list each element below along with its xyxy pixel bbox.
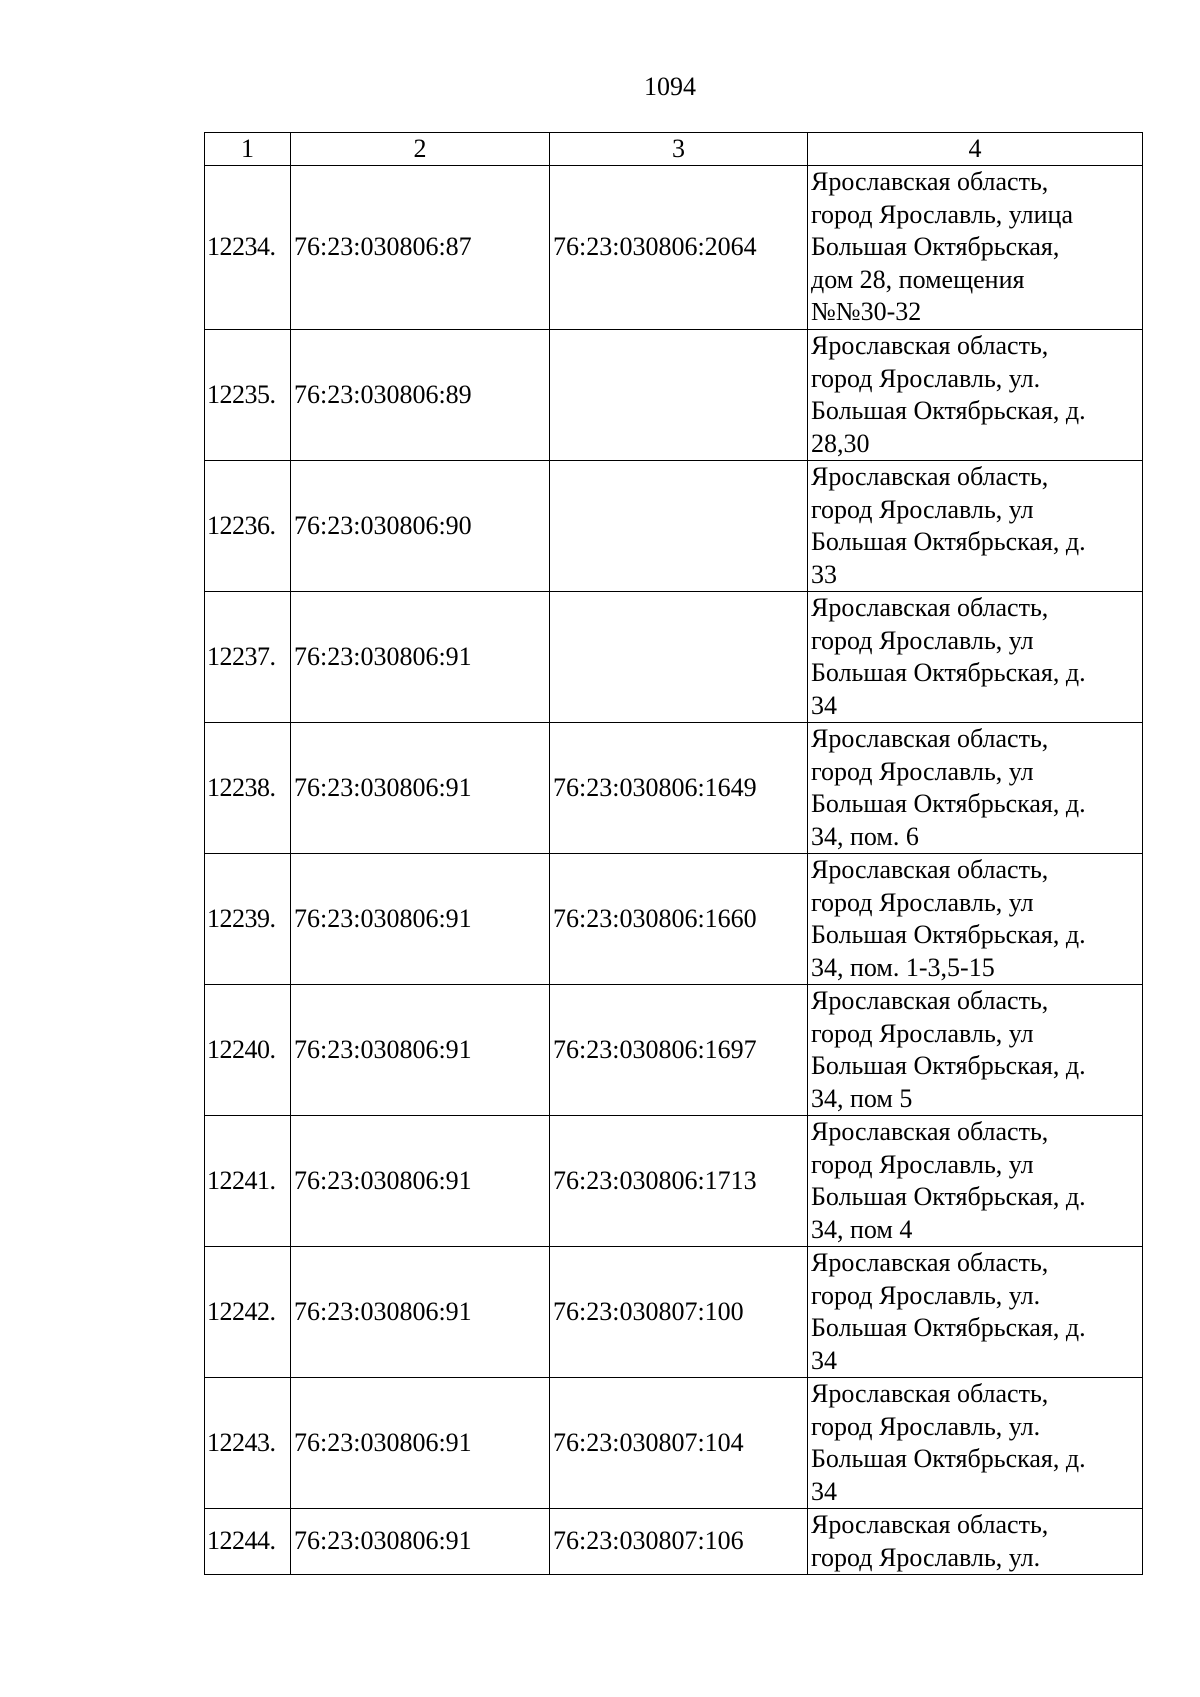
table-row xyxy=(205,461,1143,592)
cadastral-number: 76:23:030806:91 xyxy=(291,1509,550,1575)
address: Ярославская область, город Ярославль, ул Большая Октябрьская, д. 34 xyxy=(808,592,1143,723)
header-col-2: 2 xyxy=(291,133,550,166)
address: Ярославская область, город Ярославль, ул. xyxy=(808,1509,1143,1575)
object-cadastral-number: 76:23:030806:1713 xyxy=(550,1116,808,1247)
cadastral-number: 76:23:030806:91 xyxy=(291,592,550,723)
row-number: 12238. xyxy=(205,723,291,854)
table-row xyxy=(205,1509,1143,1575)
table-row xyxy=(205,854,1143,985)
row-number: 12244. xyxy=(205,1509,291,1575)
object-cadastral-number xyxy=(550,461,808,592)
header-col-4: 4 xyxy=(808,133,1143,166)
object-cadastral-number: 76:23:030807:104 xyxy=(550,1378,808,1509)
object-cadastral-number: 76:23:030806:1697 xyxy=(550,985,808,1116)
header-row xyxy=(205,133,1143,166)
row-number: 12241. xyxy=(205,1116,291,1247)
address: Ярославская область, город Ярославль, ул. Большая Октябрьская, д. 34 xyxy=(808,1247,1143,1378)
row-number: 12240. xyxy=(205,985,291,1116)
row-number: 12237. xyxy=(205,592,291,723)
object-cadastral-number: 76:23:030807:100 xyxy=(550,1247,808,1378)
table-row xyxy=(205,1116,1143,1247)
cadastral-number: 76:23:030806:91 xyxy=(291,1116,550,1247)
cadastral-number: 76:23:030806:91 xyxy=(291,723,550,854)
address: Ярославская область, город Ярославль, улица Большая Октябрьская, дом 28, помещения №№30-32 xyxy=(808,166,1143,330)
registry-table xyxy=(204,132,1143,1575)
cadastral-number: 76:23:030806:87 xyxy=(291,166,550,330)
row-number: 12234. xyxy=(205,166,291,330)
table-row xyxy=(205,1247,1143,1378)
address: Ярославская область, город Ярославль, ул Большая Октябрьская, д. 34, пом 4 xyxy=(808,1116,1143,1247)
object-cadastral-number: 76:23:030807:106 xyxy=(550,1509,808,1575)
address: Ярославская область, город Ярославль, ул Большая Октябрьская, д. 34, пом. 1-3,5-15 xyxy=(808,854,1143,985)
cadastral-number: 76:23:030806:91 xyxy=(291,854,550,985)
cadastral-number: 76:23:030806:91 xyxy=(291,985,550,1116)
address: Ярославская область, город Ярославль, ул Большая Октябрьская, д. 33 xyxy=(808,461,1143,592)
table-row xyxy=(205,723,1143,854)
object-cadastral-number: 76:23:030806:1660 xyxy=(550,854,808,985)
address: Ярославская область, город Ярославль, ул Большая Октябрьская, д. 34, пом. 6 xyxy=(808,723,1143,854)
row-number: 12242. xyxy=(205,1247,291,1378)
object-cadastral-number: 76:23:030806:2064 xyxy=(550,166,808,330)
cadastral-number: 76:23:030806:91 xyxy=(291,1247,550,1378)
address: Ярославская область, город Ярославль, ул Большая Октябрьская, д. 34, пом 5 xyxy=(808,985,1143,1116)
table-row xyxy=(205,166,1143,330)
table-row xyxy=(205,592,1143,723)
row-number: 12239. xyxy=(205,854,291,985)
table-row xyxy=(205,1378,1143,1509)
object-cadastral-number: 76:23:030806:1649 xyxy=(550,723,808,854)
object-cadastral-number xyxy=(550,330,808,461)
row-number: 12235. xyxy=(205,330,291,461)
table-row xyxy=(205,985,1143,1116)
header-col-3: 3 xyxy=(550,133,808,166)
cadastral-number: 76:23:030806:89 xyxy=(291,330,550,461)
row-number: 12236. xyxy=(205,461,291,592)
cadastral-number: 76:23:030806:90 xyxy=(291,461,550,592)
page-number-text: 1094 xyxy=(644,72,696,101)
cadastral-number: 76:23:030806:91 xyxy=(291,1378,550,1509)
row-number: 12243. xyxy=(205,1378,291,1509)
page-number xyxy=(0,72,1200,102)
table-row xyxy=(205,330,1143,461)
object-cadastral-number xyxy=(550,592,808,723)
address: Ярославская область, город Ярославль, ул. Большая Октябрьская, д. 28,30 xyxy=(808,330,1143,461)
address: Ярославская область, город Ярославль, ул. Большая Октябрьская, д. 34 xyxy=(808,1378,1143,1509)
header-col-1: 1 xyxy=(205,133,291,166)
